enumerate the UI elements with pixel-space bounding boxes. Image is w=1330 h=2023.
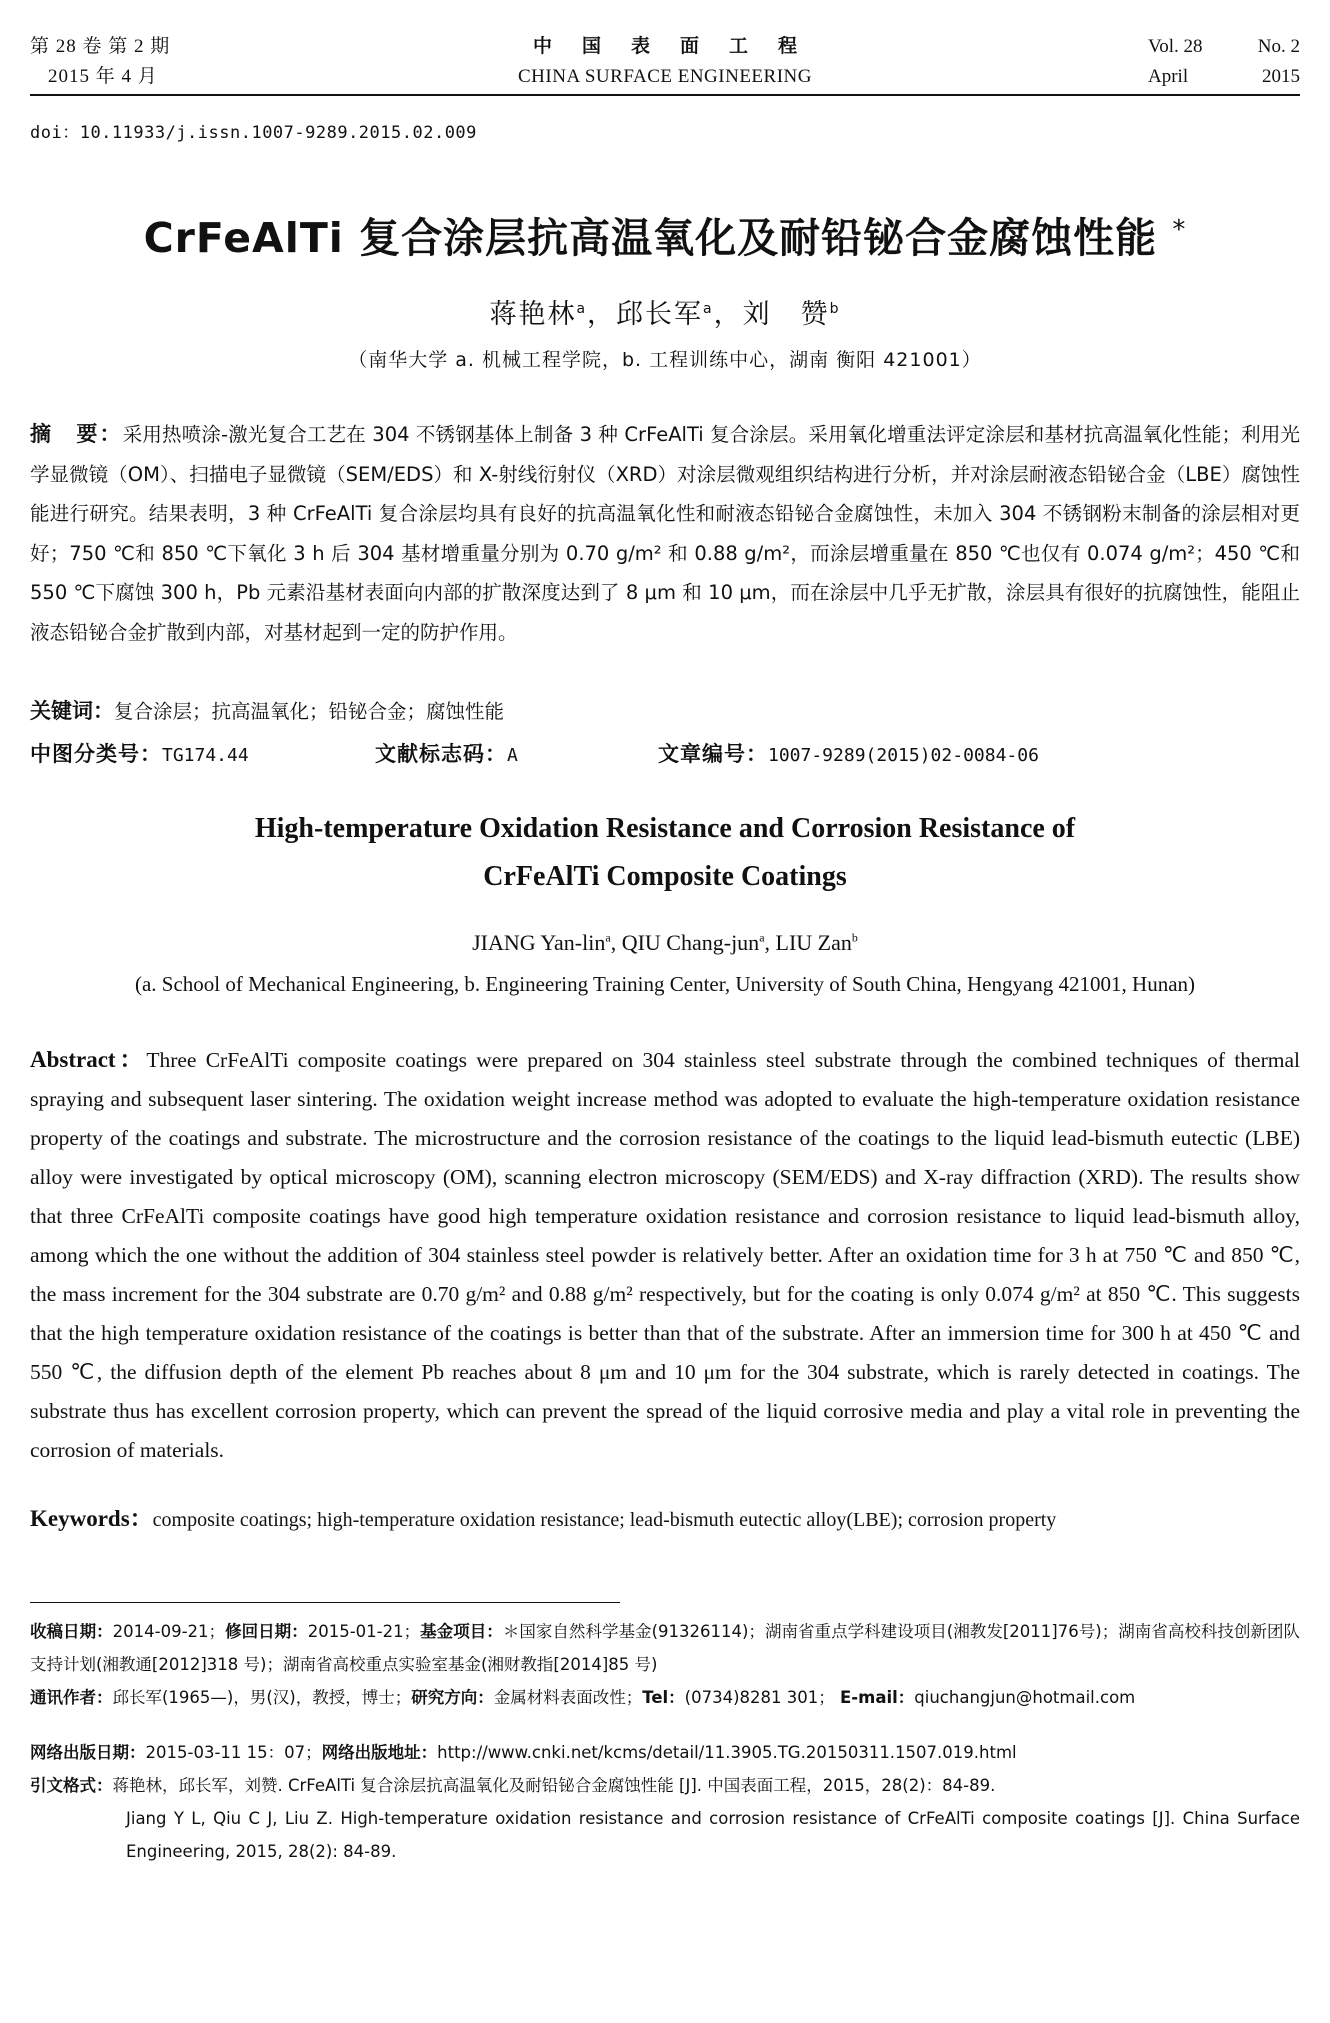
author-affil-mark: a xyxy=(576,301,588,317)
authors-en: JIANG Yan-lin$^a$, QIU Chang-jun$^a$, LIU Zan$^b$ xyxy=(472,930,858,955)
author-cn: 邱长军 xyxy=(616,299,704,330)
online-url-label: 网络出版地址： xyxy=(321,1743,438,1762)
received-label: 收稿日期： xyxy=(30,1622,113,1641)
footnote-online xyxy=(30,1736,1300,1769)
research-label: 研究方向： xyxy=(411,1688,494,1707)
fund-label: 基金项目： xyxy=(420,1622,503,1641)
abstract-en-text: Three CrFeAlTi composite coatings were prepared on 304 stainless steel substrate through the combined techniques of thermal spraying and subsequent laser sintering. The oxidation weight increase method was adopted to evaluate the high-temperature oxidation resistance property of the coatings and substrate. The microstructure and the corrosion resistance of the coatings to the liquid lead-bismuth eutectic (LBE) alloy were investigated by optical microscopy (OM), scanning electron microscopy (SEM/EDS) and X-ray diffraction (XRD). The results show that three CrFeAlTi composite coatings have good high temperature oxidation resistance and corrosion resistance to liquid lead-bismuth alloy, among which the one without the addition of 304 stainless steel powder is relatively better. After an oxidation time for 3 h at 750 ℃ and 850 ℃, the mass increment for the 304 substrate are 0.70 g/m² and 0.88 g/m² respectively, but for the coating is only 0.074 g/m² at 850 ℃. This suggests that the high temperature oxidation resistance of the coatings is better than that of the substrate. After an immersion time for 300 h at 450 ℃ and 550 ℃, the diffusion depth of the element Pb reaches about 8 μm and 10 μm for the 304 substrate, which is rarely detected in coatings. The substrate thus has excellent corrosion property, which can prevent the spread of the liquid corrosive media and play a vital role in preventing the corrosion of materials. xyxy=(30,1048,1300,1462)
keywords-cn-label: 关键词： xyxy=(30,699,114,723)
title-en xyxy=(30,805,1300,901)
author-affil-mark: b xyxy=(829,301,841,317)
title-cn xyxy=(30,205,1300,264)
citation-cn: 蒋艳林，邱长军，刘赞. CrFeAlTi 复合涂层抗高温氧化及耐铅铋合金腐蚀性能 [J]. 中国表面工程，2015，28(2)：84-89. xyxy=(112,1776,996,1795)
affiliation-cn: （南华大学 a. 机械工程学院，b. 工程训练中心，湖南 衡阳 421001） xyxy=(348,349,982,371)
abstract-cn-label: 摘 要： xyxy=(30,422,123,446)
corresponding-author-label: 通讯作者： xyxy=(30,1688,113,1707)
running-header xyxy=(30,32,1300,92)
received-value: 2014-09-21； xyxy=(112,1622,226,1641)
online-date-label: 网络出版日期： xyxy=(30,1743,146,1762)
email-value[interactable]: qiuchangjun@hotmail.com xyxy=(914,1688,1136,1707)
footnotes xyxy=(30,1615,1300,1868)
journal-name-cn: 中国表面工程 xyxy=(532,36,827,57)
author-en: LIU Zan xyxy=(775,930,852,955)
doi[interactable]: doi：10.11933/j.issn.1007-9289.2015.02.009 xyxy=(30,123,477,143)
article-no-label: 文章编号： xyxy=(658,742,768,766)
affiliation-en: (a. School of Mechanical Engineering, b. Engineering Training Center, University of South China, Hengyang 421001, Hunan) xyxy=(134,972,1196,996)
title-cn-text: CrFeAlTi 复合涂层抗高温氧化及耐铅铋合金腐蚀性能 xyxy=(143,214,1158,262)
date-cn: 2015 年 4 月 xyxy=(48,66,158,87)
keywords-cn xyxy=(30,695,1300,725)
abstract-cn xyxy=(30,415,1300,652)
author-en: QIU Chang-jun xyxy=(621,930,760,955)
email-label: E-mail： xyxy=(840,1688,915,1707)
corresponding-author-value: 邱长军(1965—)，男(汉)，教授，博士； xyxy=(112,1688,412,1707)
article-no-value: 1007-9289(2015)02-0084-06 xyxy=(768,745,1039,766)
header-rule xyxy=(30,94,1300,96)
abstract-en xyxy=(30,1040,1300,1470)
title-en-line2: CrFeAlTi Composite Coatings xyxy=(483,861,847,892)
author-affil-mark: a xyxy=(759,930,765,945)
online-date-value: 2015-03-11 15：07； xyxy=(145,1743,322,1762)
month-en: April xyxy=(1148,66,1189,87)
abstract-cn-text: 采用热喷涂-激光复合工艺在 304 不锈钢基体上制备 3 种 CrFeAlTi 复合涂层。采用氧化增重法评定涂层和基材抗高温氧化性能；利用光学显微镜（OM）、扫描电子显微镜（SEM/EDS）和 X-射线衍射仪（XRD）对涂层微观组织结构进行分析，并对涂层耐液态铅铋合金（LBE）腐蚀性能进行研究。结果表明，3 种 CrFeAlTi 复合涂层均具有良好的抗高温氧化性和耐液态铅铋合金腐蚀性，未加入 304 不锈钢粉末制备的涂层相对更好；750 ℃和 850 ℃下氧化 3 h 后 304 基材增重量分别为 0.70 g/m² 和 0.88 g/m²，而涂层增重量在 850 ℃也仅有 0.074 g/m²；450 ℃和 550 ℃下腐蚀 300 h，Pb 元素沿基材表面向内部的扩散深度达到了 8 μm 和 10 μm，而在涂层中几乎无扩散，涂层具有很好的抗腐蚀性，能阻止液态铅铋合金扩散到内部，对基材起到一定的防护作用。 xyxy=(30,423,1301,644)
abstract-en-label: Abstract： xyxy=(30,1047,147,1072)
citation-en: Jiang Y L, Qiu C J, Liu Z. High-temperature oxidation resistance and corrosion resistance of CrFeAlTi composite coatings [J]. China Surface Engineering, 2015, 28(2): 84-89. xyxy=(126,1809,1300,1861)
clc-value: TG174.44 xyxy=(162,745,249,766)
keywords-en-label: Keywords： xyxy=(30,1506,153,1531)
title-footnote-mark: * xyxy=(1172,215,1187,245)
online-url-value[interactable]: http://www.cnki.net/kcms/detail/11.3905.TG.20150311.1507.019.html xyxy=(437,1743,1017,1762)
author-affil-mark: a xyxy=(605,930,611,945)
authors-cn: 蒋艳林$^a$，邱长军$^a$，刘 赞$^b$ xyxy=(489,299,841,330)
footnote-author xyxy=(30,1681,1300,1714)
volume-en: Vol. 28 xyxy=(1148,36,1203,57)
author-cn: 刘 赞 xyxy=(742,299,830,330)
doc-code-label: 文献标志码： xyxy=(375,742,507,766)
fund-value: ＊国家自然科学基金(91326114)；湖南省重点学科建设项目(湘教发[2011]76号)；湖南省高校科技创新团队支持计划(湘教通[2012]318 号)；湖南省高校重点实验室基金(湘财教指[2014]85 号) xyxy=(30,1622,1301,1674)
footnote-dates-fund xyxy=(30,1615,1300,1681)
volume-cn: 第 28 卷 第 2 期 xyxy=(30,36,171,57)
author-affil-mark: a xyxy=(703,301,714,317)
clc-label: 中图分类号： xyxy=(30,742,162,766)
research-value: 金属材料表面改性； xyxy=(493,1688,643,1707)
author-en: JIANG Yan-lin xyxy=(472,930,606,955)
keywords-en-text: composite coatings; high-temperature oxidation resistance; lead-bismuth eutectic alloy(LBE); corrosion property xyxy=(152,1509,1057,1531)
footnote-rule xyxy=(30,1602,620,1603)
tel-value: (0734)8281 301； xyxy=(684,1688,835,1707)
author-affil-mark: b xyxy=(851,930,858,945)
journal-name-en: CHINA SURFACE ENGINEERING xyxy=(518,66,812,87)
revised-value: 2015-01-21； xyxy=(307,1622,421,1641)
header-right xyxy=(1148,32,1300,92)
keywords-en xyxy=(30,1500,1300,1533)
issue-en: No. 2 xyxy=(1257,36,1300,57)
keywords-cn-text: 复合涂层；抗高温氧化；铅铋合金；腐蚀性能 xyxy=(114,700,505,723)
header-center xyxy=(30,32,1300,92)
tel-label: Tel： xyxy=(642,1688,685,1707)
doc-code-value: A xyxy=(507,745,518,766)
title-en-line1: High-temperature Oxidation Resistance and Corrosion Resistance of xyxy=(254,813,1076,844)
author-cn: 蒋艳林 xyxy=(489,299,577,330)
paper-page xyxy=(30,0,1300,2023)
year-en: 2015 xyxy=(1262,66,1300,87)
citation-label: 引文格式： xyxy=(30,1776,113,1795)
footnote-citation xyxy=(30,1769,1300,1868)
revised-label: 修回日期： xyxy=(225,1622,308,1641)
